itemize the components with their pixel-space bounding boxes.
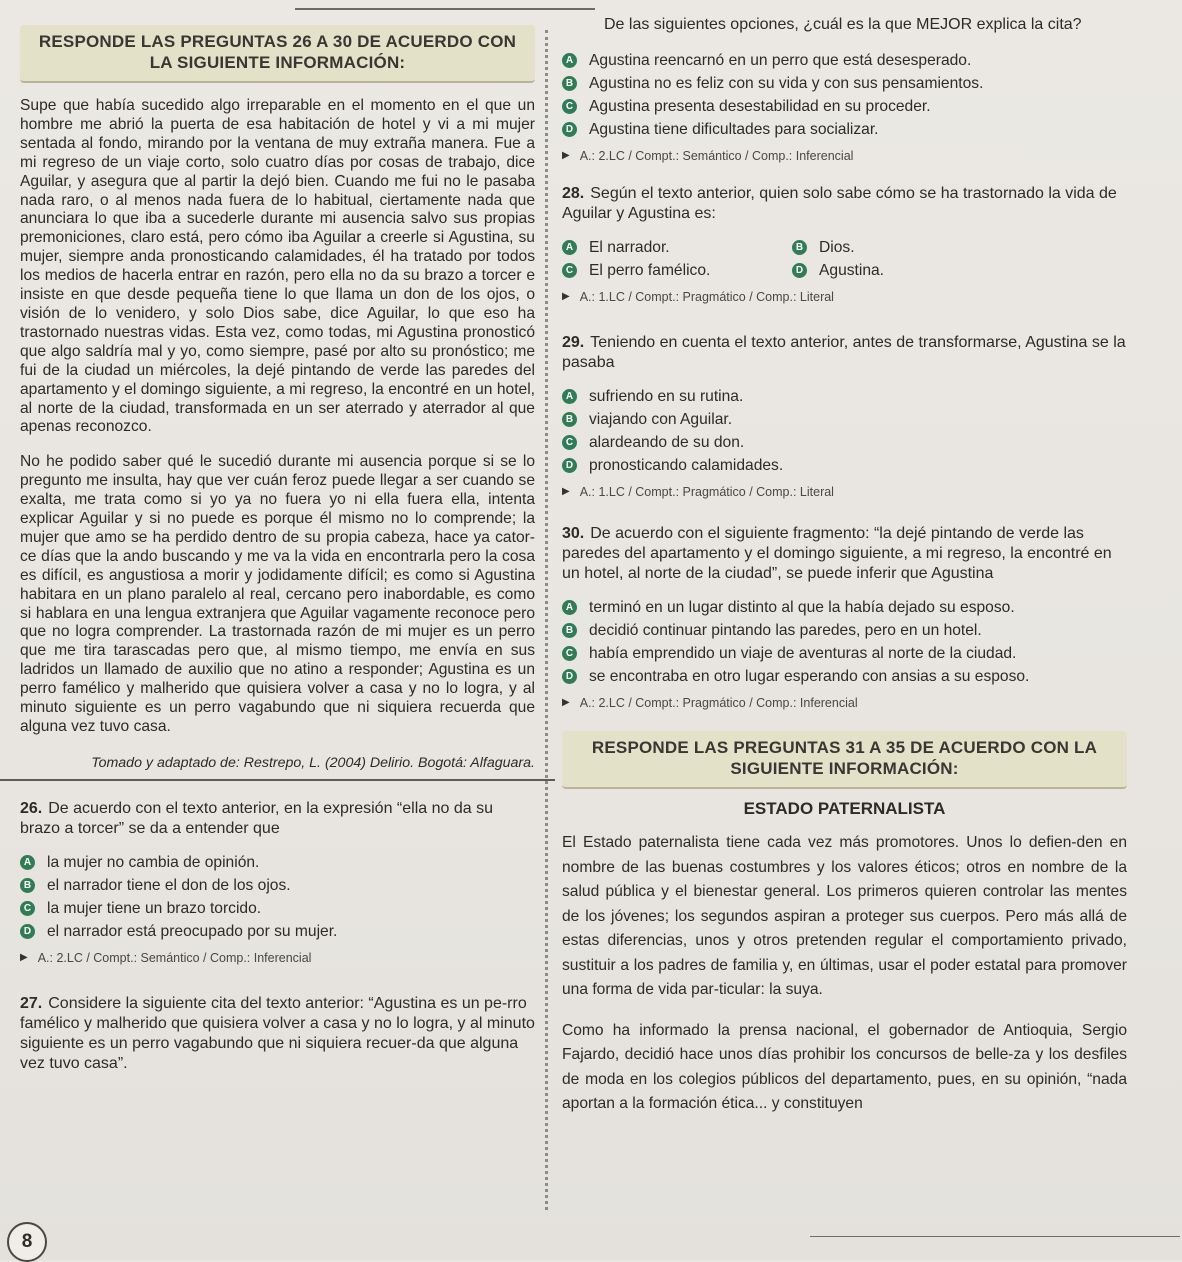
option-text: se encontraba en otro lugar esperando con ansias a su esposo. — [589, 668, 1030, 685]
option-text: decidió continuar pintando las paredes, pero en un hotel. — [589, 622, 982, 639]
option-b[interactable] — [792, 236, 992, 259]
arrow-right-icon: ▶ — [562, 697, 570, 708]
reading-passage — [20, 97, 535, 737]
section-header: RESPONDE LAS PREGUNTAS 26 A 30 DE ACUERDO CON LA SIGUIENTE INFORMACIÓN: — [38, 32, 517, 72]
option-text: alardeando de su don. — [589, 434, 745, 451]
option-letter-badge: C — [562, 99, 577, 114]
option-a[interactable] — [562, 385, 1127, 408]
option-letter-badge: A — [20, 855, 35, 870]
article-paragraph-2: Como ha informado la prensa nacional, el gobernador de Antioquia, Sergio Fajardo, decidió hace unos días prohibir los concursos de belle-za y los desfiles de moda en los colegios públicos del departamento, pues, en su opinión, “nada aportan a la formación ética... y constituyen — [562, 1021, 1127, 1112]
option-b[interactable] — [562, 619, 1127, 642]
article-text — [562, 831, 1127, 1117]
article-paragraph-1: El Estado paternalista tiene cada vez más promotores. Unos lo defien-den en nombre de las buenas costumbres y los valores éticos; otros en nombre de la salud pública y el bienestar general. Los primeros quieren controlar las mentes de los jóvenes; los segundos aspiran a proteger sus cuerpos. Pero más allá de estas diferencias, unos y otros pretenden regular el comportamiento privado, sustituir a los padres de familia y, en últimas, usar el poder estatal para promover una forma de vida par-ticular: la suya. — [562, 834, 1127, 998]
option-text: Agustina presenta desestabilidad en su proceder. — [589, 98, 931, 115]
left-column — [20, 25, 535, 1074]
option-letter-badge: C — [562, 646, 577, 661]
competency-text: A.: 1.LC / Compt.: Pragmático / Comp.: Literal — [579, 290, 834, 304]
right-column — [562, 15, 1127, 1117]
option-letter-badge: A — [562, 240, 577, 255]
option-b[interactable] — [20, 874, 535, 897]
option-text: terminó en un lugar distinto al que la había dejado su esposo. — [589, 599, 1015, 616]
competency-text: A.: 1.LC / Compt.: Pragmático / Comp.: Literal — [579, 485, 834, 499]
option-text: Agustina tiene dificultades para socializar. — [589, 121, 879, 138]
option-letter-badge: B — [20, 878, 35, 893]
option-d[interactable] — [792, 259, 992, 282]
option-text: Agustina no es feliz con su vida y con sus pensamientos. — [589, 75, 984, 92]
bottom-rule — [810, 1236, 1180, 1237]
question-number: 26. — [20, 799, 43, 817]
option-letter-badge: D — [562, 458, 577, 473]
option-text: la mujer no cambia de opinión. — [47, 853, 260, 871]
article-title: ESTADO PATERNALISTA — [743, 799, 946, 818]
option-text: había emprendido un viaje de aventuras al norte de la ciudad. — [589, 645, 1017, 662]
competency-note — [20, 948, 535, 968]
passage-paragraph-1: Supe que había sucedido algo irreparable en el momento en el que un hombre me abrió la puerta de esa habitación de hotel y vi a mi mujer sentada al fondo, mirando por la ventana de muy extraña manera. Fue a mi regreso de un viaje corto, solo cuatro días por cosas de trabajo, dice Aguilar, y asegura que al partir la dejó bien. Cuando me fui no le pasaba nada raro, o al menos nada fuera de lo habitual, ciertamente nada que anunciara lo que iba a sucederle durante mi ausencia salvo sus propias premoniciones, claro está, pero cómo iba Aguilar a creerle si Agustina, su mujer, siempre anda pronosticando calamidades, él ha tratado por todos los medios de hacerla entrar en razón, pero ella no da su brazo a torcer e insiste en que desde pequeña tiene lo que llama un don de los ojos, o visión de lo venidero, y solo Dios sabe, dice Aguilar, lo que eso ha trastornado nuestras vidas. Esta vez, como todas, mi Agustina pronosticó que algo saldría mal y yo, como siempre, pasé por alto su pronóstico; me fui de la ciudad un miércoles, la dejé pintando de verde las paredes del apartamento y el domingo siguiente, a mi regreso, la encontré en un hotel, al norte de la ciudad, transformada en un ser aterrado y aterrador al que apenas reconozco. — [20, 97, 535, 436]
page-number: 8 — [7, 1222, 47, 1262]
question-stem — [562, 184, 1127, 224]
option-text: El perro famélico. — [589, 262, 711, 279]
option-letter-badge: D — [792, 263, 807, 278]
option-letter-badge: A — [562, 389, 577, 404]
option-grid — [562, 236, 1127, 282]
option-a[interactable] — [562, 596, 1127, 619]
option-a[interactable] — [562, 49, 1127, 72]
option-text: Agustina. — [819, 262, 885, 279]
option-c[interactable] — [20, 897, 535, 920]
option-b[interactable] — [562, 408, 1127, 431]
question-26 — [20, 799, 535, 968]
option-letter-badge: A — [562, 600, 577, 615]
option-letter-badge: B — [562, 412, 577, 427]
option-c[interactable] — [562, 431, 1127, 454]
option-letter-badge: C — [562, 263, 577, 278]
question-stem — [562, 333, 1127, 373]
option-list — [562, 596, 1127, 688]
option-c[interactable] — [562, 642, 1127, 665]
option-d[interactable] — [562, 665, 1127, 688]
arrow-right-icon: ▶ — [562, 150, 570, 161]
option-c[interactable] — [562, 259, 792, 282]
option-letter-badge: C — [20, 901, 35, 916]
option-a[interactable] — [562, 236, 792, 259]
option-letter-badge: B — [792, 240, 807, 255]
source-citation: Tomado y adaptado de: Restrepo, L. (2004) Delirio. Bogotá: Alfaguara. — [91, 754, 535, 771]
option-letter-badge: D — [562, 122, 577, 137]
competency-note — [562, 287, 1127, 307]
competency-text: A.: 2.LC / Compt.: Semántico / Comp.: Inferencial — [37, 950, 312, 965]
arrow-right-icon: ▶ — [20, 951, 28, 963]
option-a[interactable] — [20, 851, 535, 874]
option-text: pronosticando calamidades. — [589, 457, 784, 474]
question-stem — [20, 994, 535, 1074]
question-number: 27. — [20, 994, 43, 1012]
question-text: De acuerdo con el texto anterior, en la expresión “ella no da su brazo a torcer” se da a entender que — [20, 799, 493, 837]
option-list — [562, 385, 1127, 477]
option-text: sufriendo en su rutina. — [589, 388, 744, 405]
info-header-box — [20, 25, 535, 83]
option-letter-badge: B — [562, 623, 577, 638]
option-letter-badge: A — [562, 53, 577, 68]
option-letter-badge: B — [562, 76, 577, 91]
info-header-box-2 — [562, 731, 1127, 789]
section-rule — [0, 779, 555, 781]
arrow-right-icon: ▶ — [562, 486, 570, 497]
option-text: Agustina reencarnó en un perro que está desesperado. — [589, 52, 972, 69]
competency-text: A.: 2.LC / Compt.: Semántico / Comp.: Inferencial — [579, 149, 854, 163]
option-letter-badge: D — [562, 669, 577, 684]
question-number: 30. — [562, 525, 585, 542]
competency-note — [562, 693, 1127, 713]
competency-note — [562, 482, 1127, 502]
competency-text: A.: 2.LC / Compt.: Pragmático / Comp.: Inferencial — [579, 696, 858, 710]
passage-paragraph-2: No he podido saber qué le sucedió durante mi ausencia porque si se lo pregunto me insulta, hay que ver cuán feroz puede llegar a ser cuando se exalta, me trata como si yo ya no fuera yo ni ella fuera ella, intenta explicar Aguilar y si no puede es porque él mismo no lo comprende; la mujer que amo se ha perdido dentro de su propia cabeza, hace ya cator-ce días que la ando buscando y me va la vida en encontrarla pero la cosa es difícil, es angustiosa a morir y jodidamente difícil; es como si Agustina habitara en un plano paralelo al real, cercano pero inabordable, es como si hablara en una lengua extranjera que Aguilar vagamente reconoce pero que no logra comprender. La trastornada razón de mi mujer es un perro que me tira tarascadas pero que, al mismo tiempo, me envía en sus ladridos un llamado de auxilio que no atino a responder; Agustina es un perro famélico y malherido que quisiera volver a casa y no lo logra, y al minuto siguiente es un perro vagabundo que ni siquiera recuerda que alguna vez tuvo casa. — [20, 453, 535, 735]
question-28 — [562, 184, 1127, 307]
option-letter-badge: C — [562, 435, 577, 450]
option-text: la mujer tiene un brazo torcido. — [47, 899, 262, 917]
question-27-continued — [562, 15, 1127, 166]
question-text: De acuerdo con el siguiente fragmento: “la dejé pintando de verde las paredes del apartamento y el domingo siguiente, a mi regreso, la encontré en un hotel, al norte de la ciudad”, se puede inferir que Agustina — [562, 525, 1112, 582]
option-text: El narrador. — [589, 239, 670, 256]
question-30 — [562, 524, 1127, 713]
question-text: Teniendo en cuenta el texto anterior, antes de transformarse, Agustina se la pasaba — [562, 334, 1126, 371]
option-text: viajando con Aguilar. — [589, 411, 733, 428]
section-header: RESPONDE LAS PREGUNTAS 31 A 35 DE ACUERDO CON LA SIGUIENTE INFORMACIÓN: — [591, 738, 1098, 778]
question-29 — [562, 333, 1127, 502]
option-d[interactable] — [562, 454, 1127, 477]
option-b[interactable] — [562, 72, 1127, 95]
option-text: el narrador está preocupado por su mujer. — [47, 922, 338, 940]
option-c[interactable] — [562, 95, 1127, 118]
question-number: 29. — [562, 334, 585, 351]
question-27 — [20, 994, 535, 1074]
question-stem — [562, 524, 1127, 584]
column-divider — [545, 30, 548, 1210]
option-list — [20, 851, 535, 943]
question-text: Considere la siguiente cita del texto anterior: “Agustina es un pe-rro famélico y malherido que quisiera volver a casa y no lo logra, y al minuto siguiente es un perro vagabundo que ni siquiera recuer-da que alguna vez tuvo casa”. — [20, 994, 535, 1072]
option-text: el narrador tiene el don de los ojos. — [47, 876, 291, 894]
option-d[interactable] — [562, 118, 1127, 141]
question-number: 28. — [562, 185, 585, 202]
option-letter-badge: D — [20, 924, 35, 939]
option-d[interactable] — [20, 920, 535, 943]
question-text: Según el texto anterior, quien solo sabe cómo se ha trastornado la vida de Aguilar y Agustina es: — [562, 185, 1117, 222]
top-rule — [295, 8, 595, 10]
option-text: Dios. — [819, 239, 855, 256]
question-text: De las siguientes opciones, ¿cuál es la que MEJOR explica la cita? — [604, 16, 1082, 33]
question-stem — [20, 799, 535, 839]
competency-note — [562, 146, 1127, 166]
option-list — [562, 49, 1127, 141]
arrow-right-icon: ▶ — [562, 291, 570, 302]
